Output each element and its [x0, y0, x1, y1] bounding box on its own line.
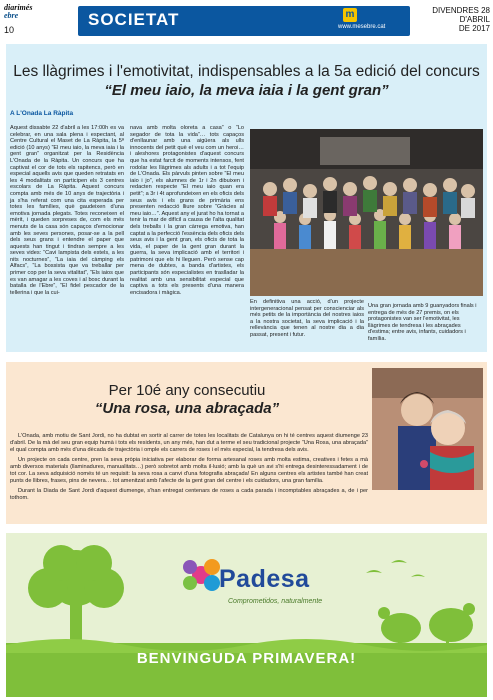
article1-column2: nava amb molta oloreta a casa” o “Lo segador de tota la vida”… tots capaços d'enllaunar amb una aigüera als ulls innocents del petit què el veu com un heroi… i aleshores protagonistes d'aquest concurs que ha estat farcit de moments intensos, fent rodolar les llàgrimes als adults i a tot l'equip de L'Onada. Els pàrvuls pinten sobre “El meu iaio i jo”, els alumnes de 1r i 2n dibuixen i redacten respecte “El meu iaio quan era petit”; a 3r i 4t aprofundeixen en els oficis dels seus avis i els grans de primària ens presenten redacció lliure sobre “Gràcies al meu iaio…”. Aquest any el jurat ho ha tornat a tenir la mar de difícil a causa de l'alta qualitat dels treballs i la gran càrrega emotiva, han captat a la perfecció l'essència dels oficis dels seus avis i la gent gran, els oficis de tota la vida, el paper de la gent gran durant la guerra, la seva implicació amb el territori i patrimoni que els hi lleguen. Però sense cap mena de dubtes, a banda d'artistes, els participants són especialistes en traslladar la realitat amb una sensibilitat especial que captiva a tots els presents d'una manera encisadora i màgica. — [130, 125, 244, 296]
date-line3: DE 2017 — [458, 24, 490, 33]
photo-caption: Una gran jornada amb 9 guanyadors finals i entrega de més de 27 premis, on els protagonistes van ser l'emotivitat, les llàgrimes de tendresa i les abraçades d'estima; entre avis, infants, cuidadors i família. — [368, 303, 477, 342]
hug-photo — [372, 368, 483, 490]
article1-column3: En definitiva una acció, d'un projecte intergeneracional pensat per conscienciar als més petits de la importància del nostres iaios a la nostra societat, la seva implicació i la rellevància que tenen al nostre dia a dia passat, present i futur. — [250, 299, 364, 338]
brand-line1: diarimés — [4, 3, 33, 12]
section-title: SOCIETAT — [88, 10, 180, 29]
article2-title: Per 10é any consecutiu — [108, 382, 266, 399]
article1-title: Les llàgrimes i l'emotivitat, indispensables a la 5a edició del concurs — [13, 63, 480, 80]
newspaper-logo[interactable] — [4, 4, 32, 20]
brand-line2: ebre — [4, 11, 19, 20]
article2-paragraph: Un projecte on cada centre, pren la seva pròpia iniciativa per elaborar de forma artesanal roses amb molta estima, creatives i fetes a mà amb diversos materials (llaminadures, manualitats…) però sobretot amb molta il·lusió; amb la què un avi s'hi entrega desinteressadament i de tot cor. La seva adquisició només té un requisit: la seva rosa a canvi d'una fotografia abraçada! En alguns centres els artistes també han creat punts de llibres, frases, pins de nevera… tot amenitzat amb l'afecte de la gent gran del centre i els cuidadors, una gran família. — [10, 457, 368, 484]
mesebre-logo-icon: m — [343, 8, 357, 22]
article2-subtitle: “Una rosa, una abraçada” — [94, 400, 280, 417]
group-photo — [250, 129, 483, 296]
article2-paragraph: Durant la Diada de Sant Jordi d'aquest diumenge, s'han entregat centenars de roses a cada parada i incomptables abraçades a, de i per tothom. — [10, 488, 368, 501]
article1-column1: Aquest dissabte 22 d'abril a les 17:00h es va celebrar, en una sala plena i espectant, al Centre Cultural el Maset de La Ràpita, la 5ª edició (10 anys) “El meu iaio, la meva iaia i la gent gran” organitzat per la Residència L'Onada de la Ràpita. Un concurs que ha captivat el cor de tots els rapitencs, però en especial aquells avis que queden retratats en les 4 modalitats on participen els 3 centres escolars de La Ràpita. Aquest concurs compta amb més de 10 anys de trajectòria i ja s'ha referat com una cita esperada per totes les famílies, què gaudeixen d'una emotiva jornada plegats. Totes reconeixen el mèrit, i queden sorpreses de, com els més menuts de la casa són capaços d'emocionar amb les seves persones, posar-se a la pell dels seus grans i entendre el paper que aquests han tingut i tindran sempre a les seves vides: “Cavi lampista dels estels, a les nits nocturnes”, “La iaia del càmping els Alfacs”, “La bossista que va treballar per primer cop per la seva vitalitat”, “Els iaios que es van amagar a les coves i al bosc durant la batalla de l'Ebre”, “El fidel pescador de la tellerina i que la cui- — [10, 125, 124, 296]
issue-date — [412, 6, 490, 33]
site-url[interactable]: www.mesebre.cat — [338, 24, 386, 30]
spring-banner: BENVINGUDA PRIMAVERA! — [136, 650, 357, 667]
article2-paragraph: L'Onada, amb motiu de Sant Jordi, no ha dubtat en sortir al carrer de totes les localitats de Catalunya on hi té centres aquest diumenge 23 d'abril. De la mà del seu gran equip humà i tots els residents, un any més, han dut a terme el seu tradicional projecte “Una Rosa, una abraçada” el qual compta amb més d'una dècada de trajectòria i omple els carrers de roses i el més especial, la tendresa dels avis. — [10, 433, 368, 453]
page-number: 10 — [4, 25, 15, 35]
article1-author: A L'Onada La Ràpita — [10, 110, 74, 117]
padesa-advertisement[interactable] — [6, 533, 487, 697]
padesa-tagline: Comprometidos, naturalmente — [228, 598, 323, 605]
date-line1: DIVENDRES 28 — [432, 6, 490, 15]
article1-subtitle: “El meu iaio, la meva iaia i la gent gran” — [104, 82, 389, 99]
date-line2: D'ABRIL — [459, 15, 490, 24]
padesa-brand: Padesa — [219, 565, 310, 593]
article2-body — [10, 433, 368, 502]
